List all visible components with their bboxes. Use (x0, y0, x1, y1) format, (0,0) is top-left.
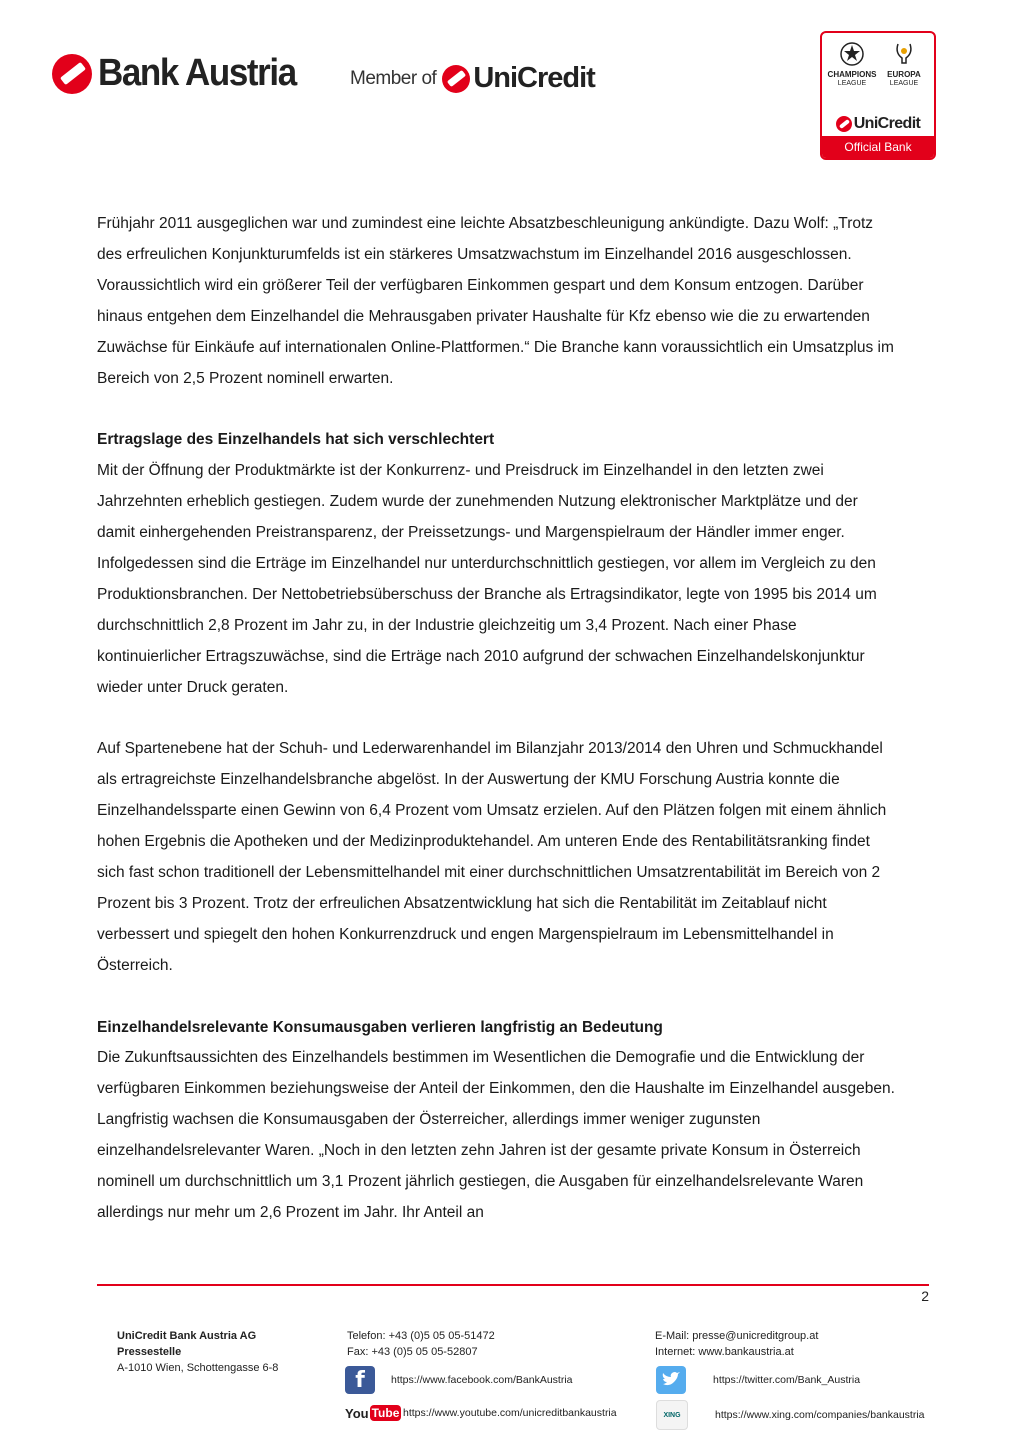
footer-address (117, 1328, 278, 1376)
facebook-url[interactable]: https://www.facebook.com/BankAustria (391, 1374, 573, 1386)
facebook-link[interactable] (345, 1366, 573, 1394)
twitter-bird-icon (661, 1371, 681, 1389)
paragraph: Auf Spartenebene hat der Schuh- und Lederwarenhandel im Bilanzjahr 2013/2014 den Uhren und Schmuckhandel als ertragreichste Einzelhandelsbranche abgelöst. In der Auswertung der KMU Forschung Austria konnte die Einzelhandelssparte einen Gewinn von 6,4 Prozent vom Umsatz erzielen. Auf den Plätzen folgen mit einem ähnlich hohen Ergebnis die Apotheken und der Medizinproduktehandel. Am unteren Ende des Rentabilitätsranking findet sich fast schon traditionell der Lebensmittelhandel mit einer durchschnittlichen Umsatzrentabilität im Bereich von 2 Prozent bis 3 Prozent. Trotz der erfreulichen Absatzentwicklung hat sich die Rentabilität im Zeitablauf nicht verbessert und spiegelt den hohen Konkurrenzdruck und engen Margenspielraum im Lebensmittelhandel in Österreich. (97, 740, 887, 974)
trophy-icon (891, 41, 917, 67)
document-body (97, 209, 897, 1229)
paragraph-gap (97, 394, 897, 425)
fax: Fax: +43 (0)5 05 05-52807 (347, 1346, 478, 1358)
badge-unicredit-logo (822, 115, 934, 133)
paragraph: Die Zukunftsaussichten des Einzelhandels bestimmen im Wesentlichen die Demografie und die Entwicklung der verfügbaren Einkommen beziehungsweise der Anteil der Einkommen, den die Haushalte im Einzelhandel ausgeben. Langfristig wachsen die Konsumausgaben der Österreicher, allerdings immer weniger zugunsten einzelhandelsrelevanter Waren. „Noch in den letzten zehn Jahren ist der gesamte private Konsum in Österreich nominell um durchschnittlich um 3,1 Prozent jährlich gestiegen, die Ausgaben für einzelhandelsrelevante Waren allerdings nur mehr um 2,6 Prozent im Jahr. Ihr Anteil an (97, 1049, 895, 1221)
league-2-line2: LEAGUE (889, 80, 919, 87)
member-of-unicredit (350, 62, 595, 95)
page-number: 2 (921, 1288, 929, 1304)
youtube-label-tube: Tube (371, 1406, 400, 1420)
footer-contact (655, 1328, 818, 1360)
section-heading: Einzelhandelsrelevante Konsumausgaben verlieren langfristig an Bedeutung (97, 1018, 663, 1036)
youtube-link[interactable] (345, 1400, 617, 1426)
starball-icon (839, 41, 865, 67)
league-1-line1: CHAMPIONS (827, 70, 877, 79)
member-of-label: Member of (350, 67, 437, 89)
brand-name: Bank Austria (98, 52, 296, 94)
facebook-icon: f (345, 1366, 375, 1394)
twitter-url[interactable]: https://twitter.com/Bank_Austria (713, 1374, 861, 1386)
champions-league-logo (827, 41, 877, 101)
footer-phone (347, 1328, 495, 1360)
bank-austria-logo (52, 52, 313, 95)
internet[interactable]: Internet: www.bankaustria.at (655, 1346, 794, 1358)
twitter-icon (656, 1366, 686, 1394)
europa-league-logo (879, 41, 929, 101)
email[interactable]: E-Mail: presse@unicreditgroup.at (655, 1330, 819, 1342)
official-bank-label: Official Bank (822, 136, 934, 158)
official-bank-badge (820, 31, 936, 160)
xing-icon (656, 1400, 688, 1430)
address: A-1010 Wien, Schottengasse 6-8 (117, 1362, 279, 1374)
unicredit-logo-mark-icon (442, 65, 470, 93)
xing-label: XING (663, 1411, 681, 1419)
paragraph: Frühjahr 2011 ausgeglichen war und zumindest eine leichte Absatzbeschleunigung ankündigte. Dazu Wolf: „Trotz des erfreulichen Konjunkturumfelds ist ein stärkeres Umsatzwachstum im Einzelhandel 2016 ausgeschlossen. Voraussichtlich wird ein größerer Teil der verfügbaren Einkommen gespart und dem Konsum entzogen. Darüber hinaus entgehen dem Einzelhandel die Mehrausgaben privater Haushalte für Kfz ebenso wie die zu erwartenden Zuwächse für Einkäufe auf internationalen Online-Plattformen.“ Die Branche kann voraussichtlich ein Umsatzplus im Bereich von 2,5 Prozent nominell erwarten. (97, 215, 894, 387)
youtube-url[interactable]: https://www.youtube.com/unicreditbankaustria (403, 1407, 617, 1419)
league-2-line1: EUROPA (887, 70, 921, 79)
youtube-icon (345, 1400, 400, 1426)
footer-divider (97, 1284, 929, 1286)
xing-url[interactable]: https://www.xing.com/companies/bankaustria (715, 1409, 925, 1421)
company-name: UniCredit Bank Austria AG (117, 1330, 257, 1342)
phone: Telefon: +43 (0)5 05 05-51472 (347, 1330, 495, 1342)
youtube-label-you: You (345, 1405, 369, 1421)
paragraph-gap (97, 703, 897, 734)
paragraph: Mit der Öffnung der Produktmärkte ist der Konkurrenz- und Preisdruck im Einzelhandel in den letzten zwei Jahrzehnten erheblich gestiegen. Zudem wurde der zunehmenden Nutzung elektronischer Marktplätze und der damit einhergehenden Preistransparenz, der Preissetzungs- und Margenspielraum der Händler immer enger. Infolgedessen sind die Erträge im Einzelhandel nur unterdurchschnittlich gestiegen, vor allem im Vergleich zu den Produktionsbranchen. Der Nettobetriebsüberschuss der Branche als Ertragsindikator, legte von 1995 bis 2014 um durchschnittlich 2,8 Prozent im Jahr zu, in der Industrie gleichzeitig um 3,4 Prozent. Nach einer Phase kontinuierlicher Ertragszuwächse, sind die Erträge nach 2010 aufgrund der schwachen Einzelhandelskonjunktur wieder unter Druck geraten. (97, 462, 877, 696)
parent-brand: UniCredit (473, 62, 595, 94)
unicredit-logo-mark-icon (52, 54, 92, 94)
league-logos (822, 33, 934, 101)
twitter-link[interactable] (656, 1366, 860, 1394)
unicredit-logo-mark-icon (836, 116, 852, 132)
badge-brand: UniCredit (853, 115, 921, 132)
paragraph-gap (97, 982, 897, 1013)
xing-link[interactable] (656, 1400, 925, 1430)
section-heading: Ertragslage des Einzelhandels hat sich verschlechtert (97, 431, 495, 449)
department: Pressestelle (117, 1346, 182, 1358)
league-1-line2: LEAGUE (837, 80, 867, 87)
